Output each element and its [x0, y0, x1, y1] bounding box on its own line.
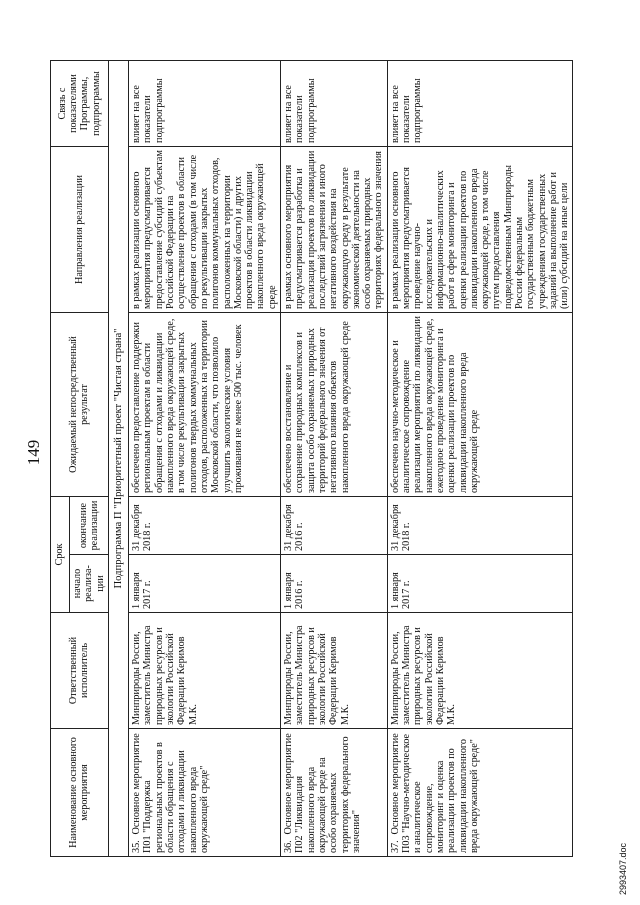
cell-start: 1 января 2017 г.	[129, 555, 281, 613]
cell-result: обеспечено восстановление и сохранение природных комплексов и защита особо охраняемых природных территорий федерального значения от негативного влияния объектов накопленного вреда окружающей среде	[281, 313, 388, 497]
cell-link: влияет на все показатели подпрограммы	[281, 61, 388, 147]
cell-responsible: Минприроды России, заместитель Министра природных ресурсов и экологии Российской Федерации Керимов М.К.	[281, 613, 388, 729]
cell-name	[387, 729, 573, 857]
cell-responsible: Минприроды России, заместитель Министра природных ресурсов и экологии Российской Федерации Керимов М.К.	[387, 613, 573, 729]
row-number: 36.	[283, 840, 295, 853]
cell-end: 31 декабря 2018 г.	[129, 497, 281, 555]
row-number: 37.	[389, 840, 401, 853]
header-start: начало реализа-ции	[70, 555, 109, 613]
cell-start: 1 января 2017 г.	[387, 555, 573, 613]
row-name: Основное мероприятие П01 "Поддержка региональных проектов в области обращения с отходами и ликвидации накопленного вреда окружающей среде"	[131, 733, 210, 853]
cell-end: 31 декабря 2016 г.	[281, 497, 388, 555]
header-name: Наименование основного мероприятия	[51, 729, 109, 857]
header-period: Срок	[51, 497, 70, 613]
header-link: Связь с показателями Программы, подпрограммы	[51, 61, 109, 147]
cell-name	[129, 729, 281, 857]
cell-directions: в рамках реализации основного мероприятия предусматривается предоставление субсидий субъектам Российской Федерации на осуществление проектов в области обращения с отходами (в том числе по рекультивации закрытых полигонов коммунальных отходов, расположенных на территории Московской области) и других проектов в области ликвидации накопленного вреда окружающей среде	[129, 147, 281, 313]
footer-code: 2993407.doc	[618, 842, 628, 895]
table-row	[387, 61, 573, 857]
header-end: окончание реализации	[70, 497, 109, 555]
header-responsible: Ответственный исполнитель	[51, 613, 109, 729]
row-name: Основное мероприятие П03 "Научно-методическое и аналитическое сопровождение, мониторинг и оценка реализации проектов по ликвидации накопленного вреда окружающей среде"	[389, 733, 480, 853]
program-table	[50, 60, 573, 857]
table-row	[129, 61, 281, 857]
cell-directions: в рамках реализации основного мероприятия предусматривается проведение научно-исследовательских и информационно-аналитических работ в сфере мониторинга и оценки реализации проектов по ликвидации накопленного вреда окружающей среде, в том числе путем предоставления подведомственным Минприроды России федеральным государственным бюджетным учреждениям государственных заданий на выполнение работ и (или) субсидий на иные цели	[387, 147, 573, 313]
cell-end: 31 декабря 2018 г.	[387, 497, 573, 555]
header-directions: Направления реализации	[51, 147, 109, 313]
table-row	[281, 61, 388, 857]
cell-link: влияет на все показатели подпрограммы	[129, 61, 281, 147]
cell-result: обеспечено научно-методическое и аналитическое сопровождение реализации мероприятий по ликвидации накопленного вреда окружающей среде, ежегодное проведение мониторинга и оценки реализации проектов по ликвидации накопленного вреда окружающей среде	[387, 313, 573, 497]
cell-responsible: Минприроды России, заместитель Министра природных ресурсов и экологии Российской Федерации Керимов М.К.	[129, 613, 281, 729]
cell-name	[281, 729, 388, 857]
page-number: 149	[24, 439, 43, 466]
cell-link: влияет на все показатели подпрограммы	[387, 61, 573, 147]
cell-start: 1 января 2016 г.	[281, 555, 388, 613]
row-name: Основное мероприятие П02 "Ликвидация накопленного вреда окружающей среде на особо охраняемых территориях федерального значения"	[283, 733, 362, 853]
subprogram-title: Подпрограмма П "Приоритетный проект "Чистая страна"	[108, 61, 128, 857]
cell-result: обеспечено предоставление поддержки региональным проектам в области обращения с отходами и ликвидации накопленного вреда окружающей среде, в том числе рекультивации закрытых полигонов твердых коммунальных отходов, расположенных на территории Московской области, что позволило улучшить экологические условия проживания не менее 500 тыс. человек	[129, 313, 281, 497]
header-result: Ожидаемый непосредственный результат	[51, 313, 109, 497]
row-number: 35.	[131, 840, 143, 853]
cell-directions: в рамках основного мероприятия предусматривается разработка и реализация проектов по ликвидации последствий загрязнения и иного негативного воздействия на окружающую среду в результате экономической деятельности на особо охраняемых природных территориях федерального значения	[281, 147, 388, 313]
